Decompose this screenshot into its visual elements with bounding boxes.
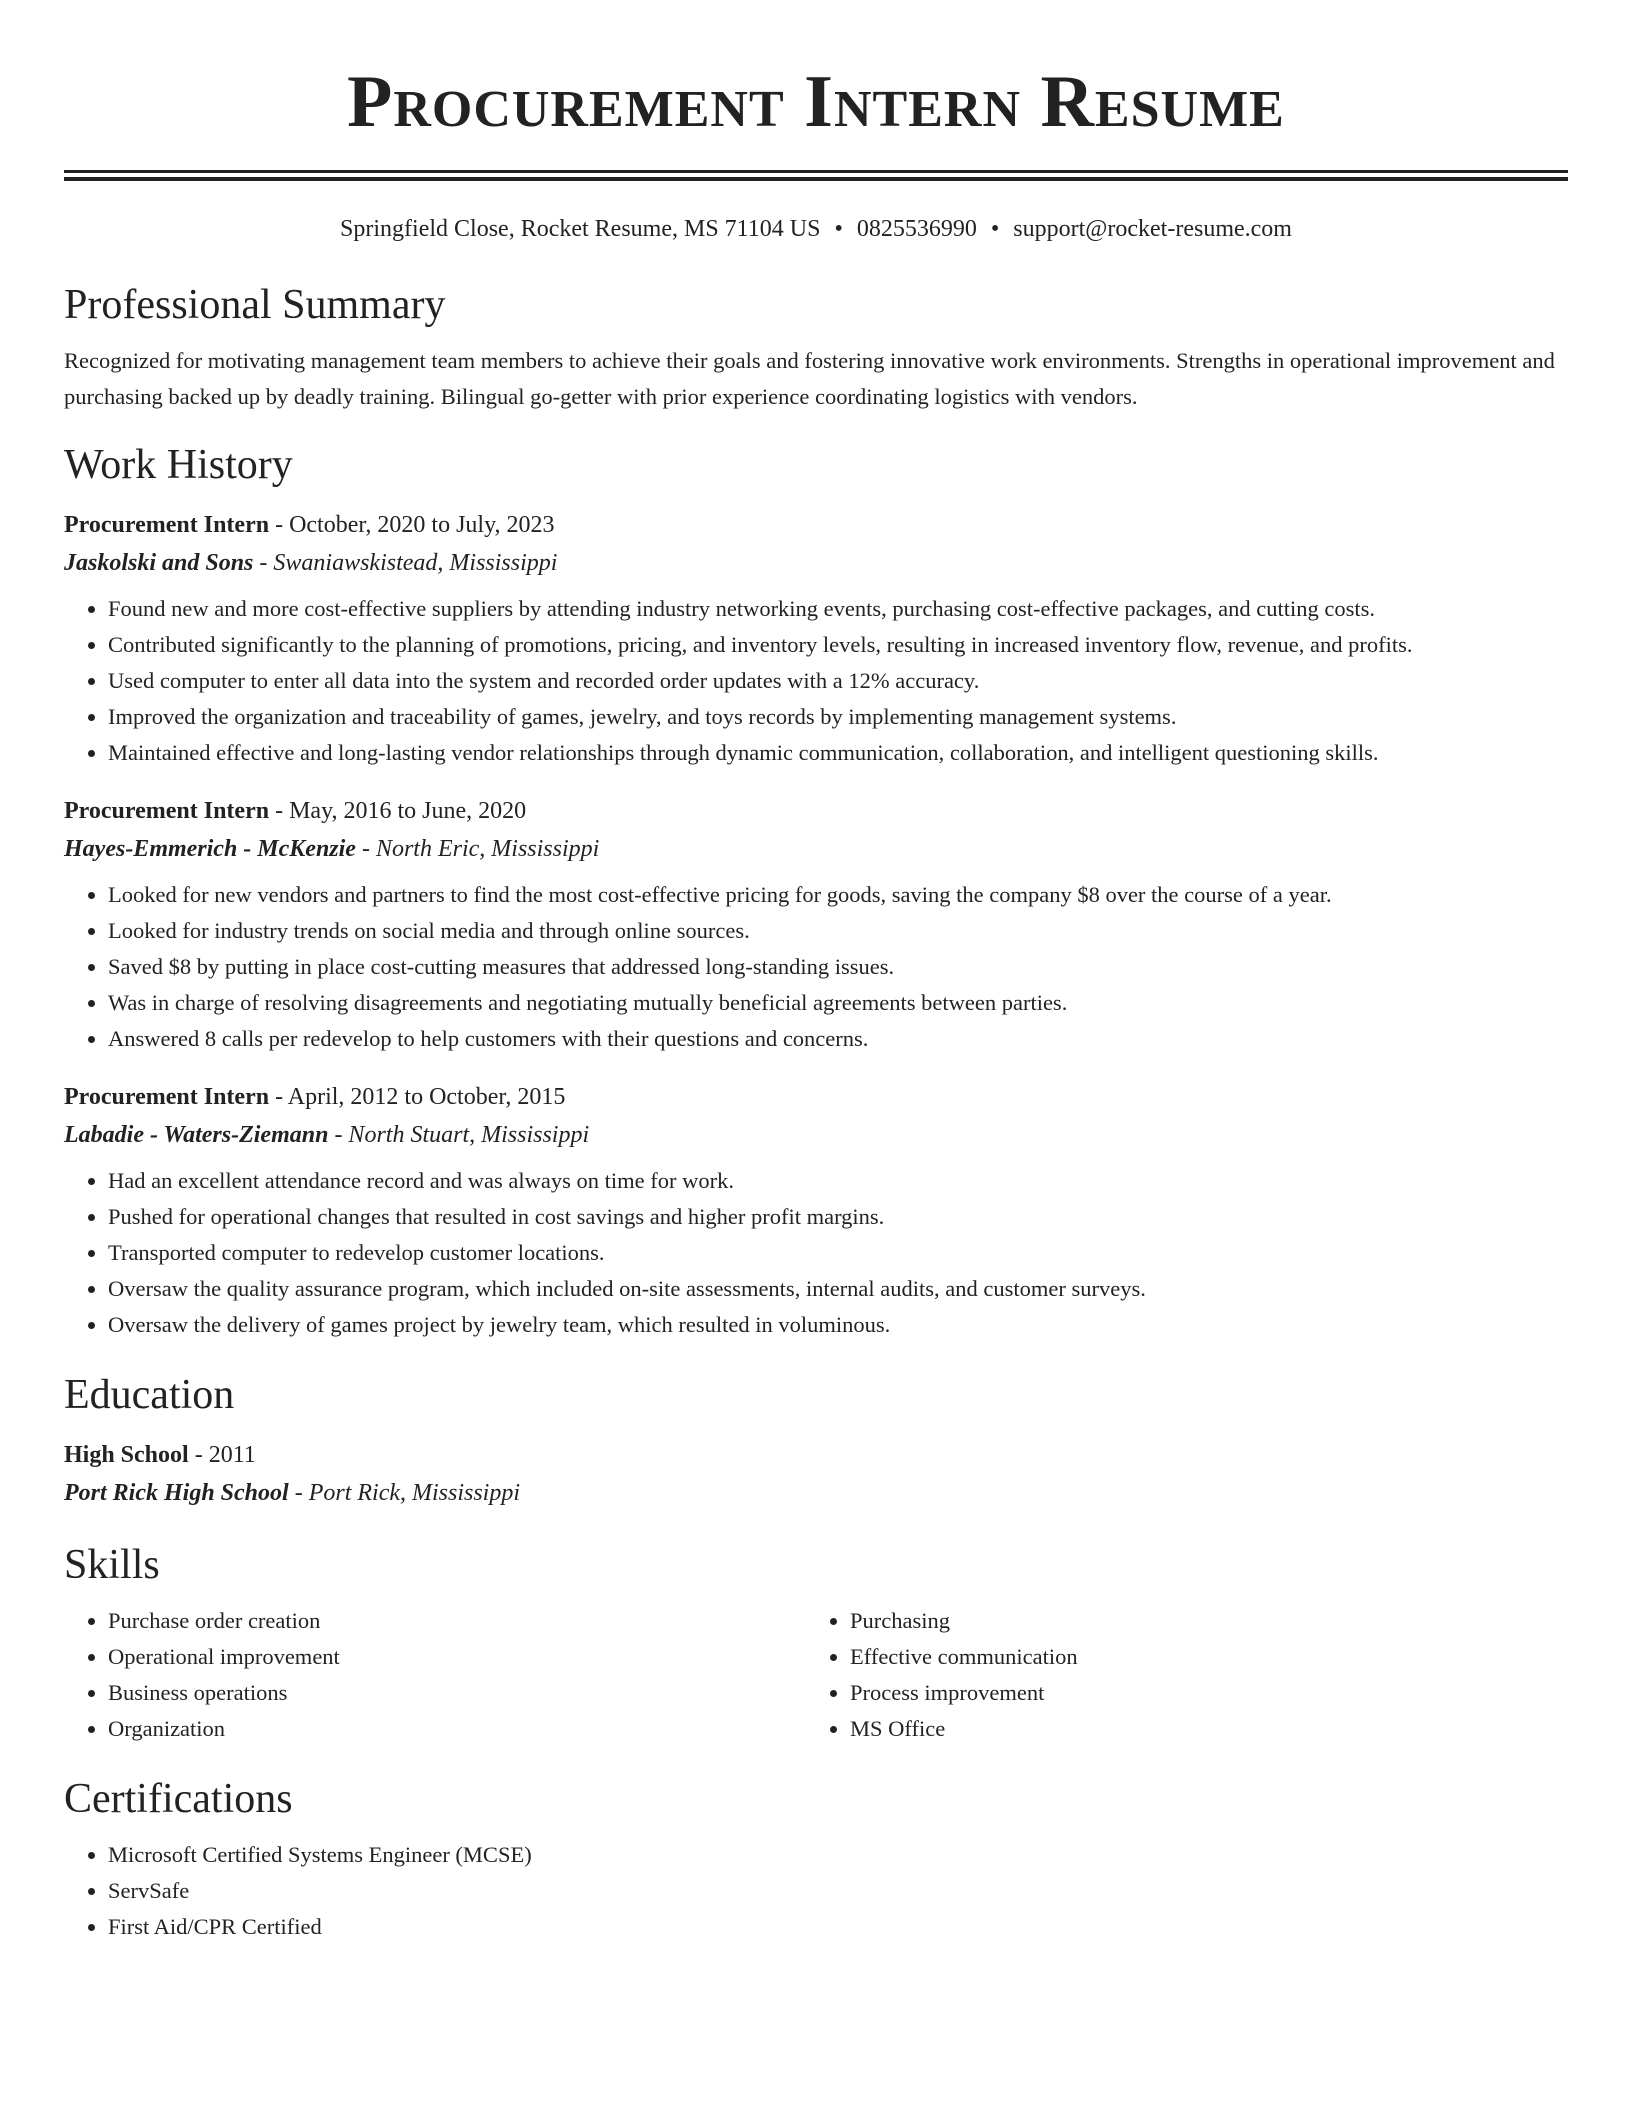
list-item: • ServSafe [108, 1873, 1568, 1909]
skills-column-right [806, 1603, 1548, 1747]
list-item: • Found new and more cost-effective suppliers by attending industry networking events, purchasing cost-effective packages, and cutting costs. [108, 591, 1568, 627]
education-school: Port Rick High School [64, 1480, 289, 1506]
list-item: • Oversaw the delivery of games project by jewelry team, which resulted in voluminous. [108, 1307, 1568, 1343]
education-degree-line [64, 1437, 1568, 1473]
job-entry [64, 1079, 1568, 1343]
contact-separator: • [990, 216, 1000, 242]
certifications-list [64, 1837, 1568, 1945]
job-company: Hayes-Emmerich - McKenzie [64, 836, 356, 862]
summary-section [64, 277, 1568, 415]
list-item: • Looked for industry trends on social media and through online sources. [108, 913, 1568, 949]
job-title: Procurement Intern [64, 1084, 270, 1110]
contact-separator: • [834, 216, 843, 242]
section-heading-work-history: Work History [64, 442, 293, 488]
list-item: • Process improvement [850, 1675, 1548, 1711]
job-bullets [64, 1163, 1568, 1343]
skills-grid [64, 1603, 1568, 1747]
list-item: • Looked for new vendors and partners to find the most cost-effective pricing for goods, saving the company $8 over the course of a year. [108, 877, 1568, 913]
certifications-section [64, 1771, 1568, 1945]
title-divider [64, 170, 1568, 181]
list-item: • Was in charge of resolving disagreements and negotiating mutually beneficial agreements between parties. [108, 985, 1568, 1021]
section-heading-education: Education [64, 1372, 235, 1418]
job-dates: - April, 2012 to October, 2015 [269, 1084, 566, 1110]
list-item: • Purchasing [850, 1603, 1548, 1639]
list-item: • Purchase order creation [108, 1603, 806, 1639]
education-entry [64, 1437, 1568, 1513]
job-title-line [64, 793, 1568, 829]
job-dates: - May, 2016 to June, 2020 [269, 798, 527, 824]
education-year: - 2011 [188, 1442, 256, 1468]
education-location: - Port Rick, Mississippi [288, 1480, 521, 1506]
list-item: • Effective communication [850, 1639, 1548, 1675]
list-item: • Answered 8 calls per redevelop to help customers with their questions and concerns. [108, 1021, 1568, 1057]
job-location: - North Eric, Mississippi [355, 836, 600, 862]
list-item: • Transported computer to redevelop customer locations. [108, 1235, 1568, 1271]
resume-title: Procurement Intern Resume [347, 61, 1285, 143]
list-item: • Saved $8 by putting in place cost-cutting measures that addressed long-standing issues. [108, 949, 1568, 985]
list-item: • Organization [108, 1711, 806, 1747]
list-item: • Microsoft Certified Systems Engineer (MCSE) [108, 1837, 1568, 1873]
job-location: - Swaniawskistead, Mississippi [253, 550, 558, 576]
section-heading-summary: Professional Summary [64, 282, 446, 328]
list-item: • Contributed significantly to the planning of promotions, pricing, and inventory levels, resulting in increased inventory flow, revenue, and profits. [108, 627, 1568, 663]
list-item: • MS Office [850, 1711, 1548, 1747]
list-item: • Improved the organization and traceability of games, jewelry, and toys records by implementing management systems. [108, 699, 1568, 735]
job-company-line [64, 1115, 1568, 1155]
list-item: • Oversaw the quality assurance program, which included on-site assessments, internal audits, and customer surveys. [108, 1271, 1568, 1307]
job-dates: - October, 2020 to July, 2023 [269, 512, 555, 538]
section-heading-skills: Skills [64, 1542, 160, 1588]
job-company: Labadie - Waters-Ziemann [64, 1122, 329, 1148]
list-item: • Maintained effective and long-lasting vendor relationships through dynamic communication, collaboration, and intelligent questioning skills. [108, 735, 1568, 771]
job-company-line [64, 543, 1568, 583]
list-item: • Pushed for operational changes that resulted in cost savings and higher profit margins. [108, 1199, 1568, 1235]
job-title: Procurement Intern [64, 798, 270, 824]
job-title-line [64, 507, 1568, 543]
list-item: • Business operations [108, 1675, 806, 1711]
skills-section [64, 1537, 1568, 1747]
work-history-section [64, 437, 1568, 1343]
contact-line [64, 211, 1568, 247]
list-item: • Operational improvement [108, 1639, 806, 1675]
education-school-line [64, 1473, 1568, 1513]
job-location: - North Stuart, Mississippi [328, 1122, 590, 1148]
contact-address: Springfield Close, Rocket Resume, MS 71104 US [340, 216, 821, 242]
section-heading-certifications: Certifications [64, 1776, 293, 1822]
list-item: • Had an excellent attendance record and was always on time for work. [108, 1163, 1568, 1199]
job-title-line [64, 1079, 1568, 1115]
summary-text: Recognized for motivating management team members to achieve their goals and fostering innovative work environments. Strengths in operational improvement and purchasing backed up by deadly training. Bilingual go-getter with prior experience coordinating logistics with vendors. [64, 348, 1555, 409]
contact-phone: 0825536990 [856, 216, 977, 242]
job-title: Procurement Intern [64, 512, 270, 538]
list-item: • Used computer to enter all data into the system and recorded order updates with a 12% accuracy. [108, 663, 1568, 699]
contact-email: support@rocket-resume.com [1013, 216, 1292, 242]
education-section [64, 1367, 1568, 1513]
job-bullets [64, 877, 1568, 1057]
skills-column-left [64, 1603, 806, 1747]
job-company: Jaskolski and Sons [64, 550, 254, 576]
job-entry [64, 793, 1568, 1057]
job-entry [64, 507, 1568, 771]
list-item: • First Aid/CPR Certified [108, 1909, 1568, 1945]
job-company-line [64, 829, 1568, 869]
job-bullets [64, 591, 1568, 771]
education-degree: High School [64, 1442, 189, 1468]
